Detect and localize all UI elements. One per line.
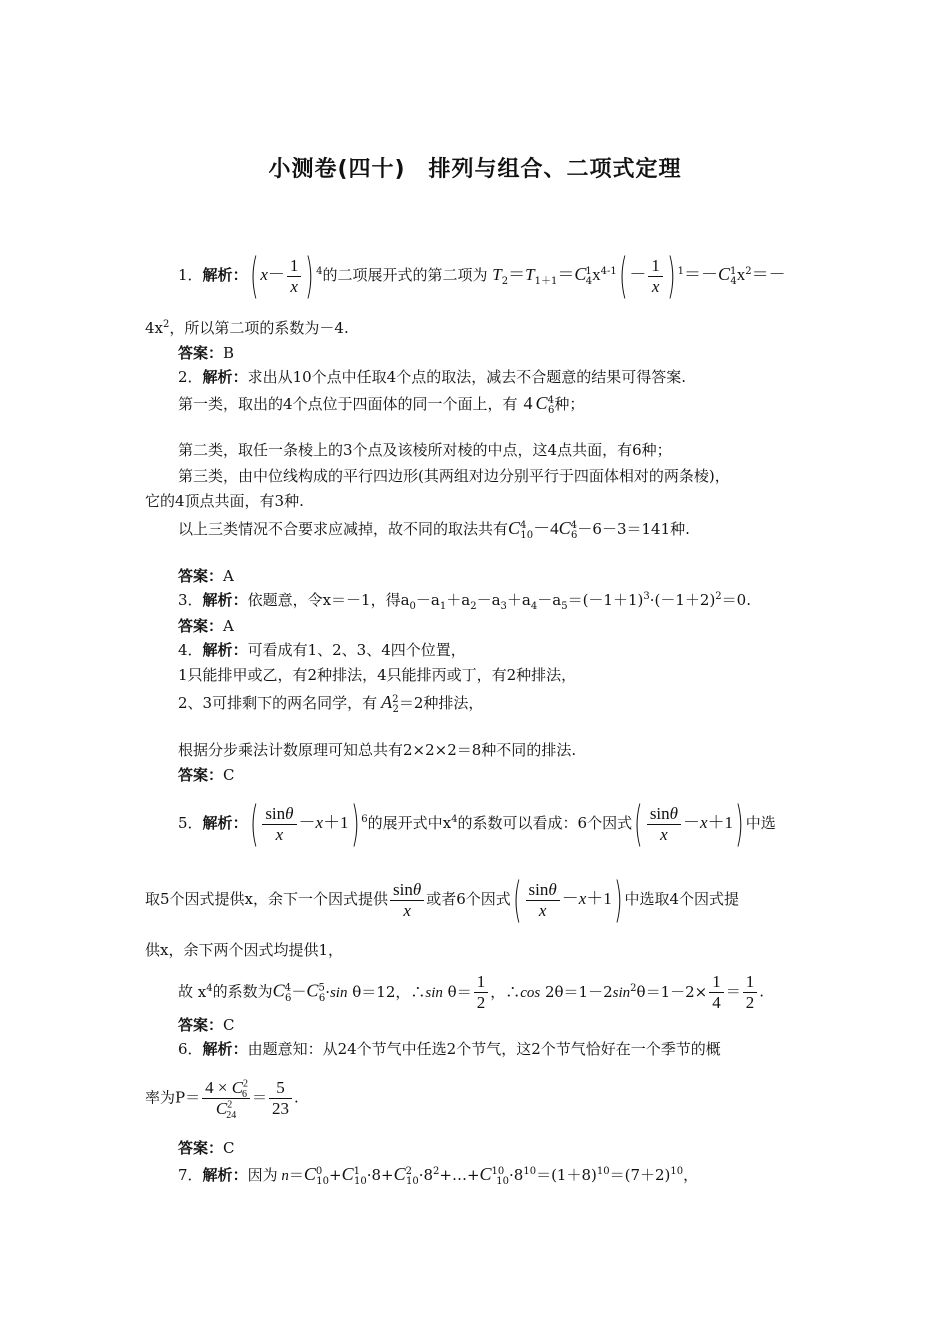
q5-answer-value: C	[223, 1016, 235, 1034]
q2-line-5: 它的4顶点共面，有3种.	[145, 492, 304, 510]
q2-answer-value: A	[223, 567, 234, 585]
q5-text-1: 的展开式中	[367, 814, 443, 832]
q7-number: 7．	[178, 1166, 203, 1184]
q3-answer	[178, 616, 234, 636]
q5-line-3: 供x，余下两个因式均提供1，	[145, 941, 344, 959]
q1-line-2: $4x^2$，所以第二项的系数为－4.	[145, 319, 349, 337]
q4-answer-label: 答案：	[178, 766, 224, 784]
q4-text-3b: ＝2种排法，	[398, 694, 484, 712]
q5-text-2a: 取5个因式提供x，余下一个因式提供	[145, 890, 389, 908]
q2-line-6: 以上三类情况不合要求应减掉，故不同的取法共有$C^4_{10}-4C^4_6-6-3=141$种.	[178, 518, 690, 541]
q5-text-3: 中选	[745, 814, 776, 832]
q6-line-1: 6．解析：由题意知：从24个节气中任选2个节气，这2个节气恰好在一个季节的概	[178, 1040, 721, 1058]
q4-line-4: 根据分步乘法计数原理可知总共有2×2×2＝8种不同的排法.	[178, 741, 577, 759]
q2-line-2: 第一类，取出的4个点位于四面体的同一个面上，有 4 $C^4_6$种；	[178, 393, 585, 416]
q3-answer-value: A	[223, 617, 234, 635]
q3-line-1: 3．解析：依题意，令x＝－1，得$a_0-a_1+a_2-a_3+a_4-a_5=(-1+1)^3\cdot(-1+2)^2=0$.	[178, 591, 751, 612]
q4-line-2: 1只能排甲或乙，有2种排法，4只能排丙或丁，有2种排法，	[178, 666, 577, 684]
q6-line-2: 率为P＝ $\frac{4 \times C^2_6}{C^2_{24}}$ ＝ $\frac{5}{23}$ .	[145, 1078, 299, 1122]
q2-number: 2．	[178, 368, 203, 386]
q5-text-2: 的系数可以看成：6个因式	[457, 814, 633, 832]
q1-answer	[178, 343, 234, 363]
q6-label: 解析	[202, 1040, 233, 1058]
q5-label: 解析	[202, 814, 233, 832]
q4-answer-value: C	[223, 766, 235, 784]
q5-answer-label: 答案：	[178, 1016, 224, 1034]
q5-text-4a: 故	[178, 982, 194, 1001]
q2-text-6: 以上三类情况不合要求应减掉，故不同的取法共有	[178, 520, 509, 538]
q4-answer	[178, 765, 235, 785]
q3-text-1: 依题意，令x＝－1，得	[247, 591, 401, 609]
q5-text-4b: 的系数为	[212, 982, 273, 1001]
page-title: 小测卷(四十) 排列与组合、二项式定理	[268, 157, 682, 182]
q1-number: 1．	[178, 266, 203, 284]
q1-label: 解析	[202, 266, 233, 284]
q2-text-1: 求出从10个点中任取4个点的取法，减去不合题意的结果可得答案.	[247, 368, 686, 386]
q2-answer	[178, 566, 234, 586]
q2-text-6b: －6－3＝141种.	[577, 520, 690, 538]
q5-line-4: 故 $x^4$的系数为$C^4_6-C^5_6\cdot\sin$ θ＝12，∴sin θ＝ $\frac{1}{2}$ ，∴cos $2\theta=1-2\sin^2\theta=1-2\times$ $\frac{1}{4}$ ＝ $\frac{1}{2}$ .	[178, 972, 765, 1012]
q6-answer-value: C	[223, 1139, 235, 1157]
q2-line-3: 第二类，取任一条棱上的3个点及该棱所对棱的中点，这4点共面，有6种；	[178, 441, 672, 459]
q2-answer-label: 答案：	[178, 567, 224, 585]
q4-text-1: 可看成有1、2、3、4四个位置，	[247, 641, 466, 659]
q1-answer-value: B	[223, 344, 235, 362]
q6-number: 6．	[178, 1040, 203, 1058]
q4-line-1: 4．解析：可看成有1、2、3、4四个位置，	[178, 641, 466, 659]
q2-line-1: 2．解析：求出从10个点中任取4个点的取法，减去不合题意的结果可得答案.	[178, 368, 686, 386]
q5-number: 5．	[178, 814, 203, 832]
q1-text-2: 所以第二项的系数为－4.	[184, 319, 349, 337]
q3-label: 解析	[202, 591, 233, 609]
q5-answer	[178, 1015, 235, 1035]
q7-line-1: 7．解析：因为 $n=C^0_{10}+C^1_{10}\cdot 8+C^2_{10}\cdot 8^2+\dots+C^{10}_{10}\cdot 8^{10}=(1+8)^{10}=(7+2)^{10}$，	[178, 1164, 699, 1187]
q4-label: 解析	[202, 641, 233, 659]
q3-number: 3．	[178, 591, 203, 609]
q2-text-2: 第一类，取出的4个点位于四面体的同一个面上，有	[178, 395, 518, 413]
q6-answer-label: 答案：	[178, 1139, 224, 1157]
q6-answer	[178, 1138, 235, 1158]
q1-text-1: 的二项展开式的第二项为	[322, 266, 488, 284]
q6-text-2: 率为P＝	[145, 1088, 201, 1107]
q1-line-1: 1．解析：( x－ $\frac{1}{x}$ ) $^4$的二项展开式的第二项为 $T_2=T_{1+1}=C^1_4x^{4-1}$( － $\frac{1}{x}$ ) $^1=-C^1_4x^2=-$	[178, 248, 786, 304]
q5-line-2: 取5个因式提供x，余下一个因式提供 $\frac{\sin\theta}{x}$ 或者6个因式( $\frac{\sin\theta}{x}$ －x＋1) 中选取4个因式提	[145, 872, 740, 928]
q5-text-2b: 或者6个因式	[426, 890, 511, 908]
q7-label: 解析	[202, 1166, 233, 1184]
q2-label: 解析	[202, 368, 233, 386]
q7-text-1: 因为	[247, 1166, 278, 1184]
q3-answer-label: 答案：	[178, 617, 224, 635]
q1-answer-label: 答案：	[178, 344, 224, 362]
q4-text-3: 2、3可排剩下的两名同学，有	[178, 694, 378, 712]
q5-line-1: 5．解析：( $\frac{\sin\theta}{x}$ －x＋1) $^6$的展开式中$x^4$的系数可以看成：6个因式( $\frac{\sin\theta}{x}$ －x＋1) 中选	[178, 796, 776, 852]
q6-text-1: 由题意知：从24个节气中任选2个节气，这2个节气恰好在一个季节的概	[247, 1040, 721, 1058]
q4-number: 4．	[178, 641, 203, 659]
q5-text-2c: 中选取4个因式提	[624, 890, 740, 908]
q2-line-4: 第三类，由中位线构成的平行四边形(其两组对边分别平行于四面体相对的两条棱)，	[178, 467, 730, 485]
q2-text-2b: 种；	[554, 395, 585, 413]
q4-line-3: 2、3可排剩下的两名同学，有 $A^2_2=2$种排法，	[178, 692, 484, 715]
